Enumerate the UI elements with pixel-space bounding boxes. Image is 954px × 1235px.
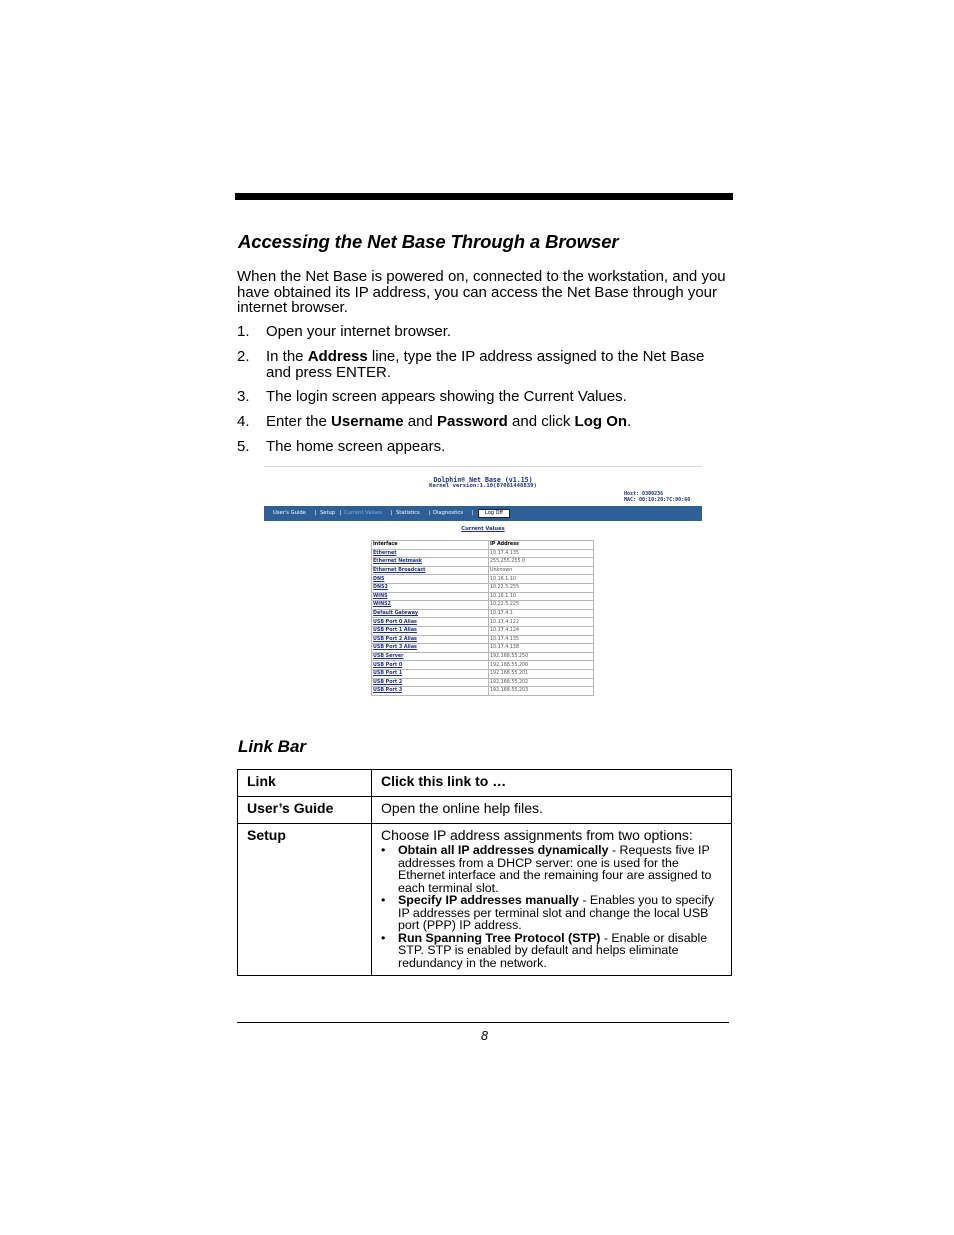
ip-value: 10.16.1.10 [489,592,594,601]
interface-link[interactable]: WINS2 [372,601,489,610]
ip-value: 192.168.55.202 [489,678,594,687]
link-bar-table [237,769,732,976]
netbase-title: Dolphin® Net Base (v1.15) [433,476,533,484]
step-text: The home screen appears. [266,438,446,455]
host-label: Host: 0300236 [624,491,664,497]
ip-value: 10.16.1.10 [489,575,594,584]
top-rule [235,193,733,200]
table-row [372,549,594,558]
interface-link[interactable]: USB Port 2 Alias [372,635,489,644]
table-row [372,661,594,670]
table-row [372,566,594,575]
step-number: 4. [237,413,250,430]
ip-value: 10.17.4.122 [489,618,594,627]
nav-users-guide[interactable]: User's Guide [273,510,306,516]
nav-statistics[interactable]: Statistics [396,510,420,516]
step-3 [237,389,732,405]
step-5 [237,439,732,455]
column-header: Link [238,770,372,797]
browser-screenshot [264,466,702,714]
ip-value: 255.255.255.0 [489,558,594,567]
link-name: Setup [238,824,372,976]
table-row [238,797,732,824]
interface-link[interactable]: USB Port 0 Alias [372,618,489,627]
table-row [372,626,594,635]
table-row [372,669,594,678]
step-number: 1. [237,323,250,340]
table-row [372,635,594,644]
step-number: 5. [237,438,250,455]
list-item: • Run Spanning Tree Protocol (STP) - Enable or disable STP. STP is enabled by default and helps eliminate redundancy in the network. [381,930,708,970]
kernel-version: Kernel version:1.10(07081448839) [429,483,537,489]
interface-link[interactable]: DNS [372,575,489,584]
table-row [372,558,594,567]
ip-value: 10.22.5.225 [489,601,594,610]
interface-link[interactable]: Ethernet Netmask [372,558,489,567]
nav-diagnostics[interactable]: Diagnostics [433,510,464,516]
interface-link[interactable]: USB Port 3 Alias [372,644,489,653]
interface-link[interactable]: USB Port 1 Alias [372,626,489,635]
nav-current-values[interactable]: Current Values [344,510,383,516]
table-row [372,609,594,618]
ip-value: 192.168.55.200 [489,661,594,670]
table-row [372,601,594,610]
interface-link[interactable]: Default Gateway [372,609,489,618]
interface-link[interactable]: USB Port 0 [372,661,489,670]
step-text: Open your internet browser. [266,323,452,340]
page-number: 8 [481,1029,488,1043]
mac-label: MAC: 00:10:20:7C:00:60 [624,497,691,503]
interface-link[interactable]: Ethernet [372,549,489,558]
nav-setup[interactable]: Setup [320,510,336,516]
ip-value: 192.168.55.203 [489,687,594,696]
table-row [372,652,594,661]
table-row [372,687,594,696]
step-number: 2. [237,348,250,365]
intro-paragraph: When the Net Base is powered on, connected to the workstation, and you have obtained its IP address, you can access the Net Base through your internet browser. [237,268,726,316]
interface-link[interactable]: USB Port 1 [372,669,489,678]
log-off-button[interactable]: Log Off [478,509,510,518]
ip-value: Unknown [489,566,594,575]
step-4 [237,414,732,430]
table-header-row [372,541,594,550]
step-number: 3. [237,388,250,405]
table-row [372,575,594,584]
column-header: IP Address [489,541,594,550]
nav-bar: User's Guide | Setup | Current Values | Statistics | Diagnostics | Log Off [264,506,702,521]
column-header: Click this link to … [372,770,732,797]
current-values-table [371,540,594,696]
section-heading: Accessing the Net Base Through a Browser [238,231,619,252]
ip-value: 10.17.4.135 [489,549,594,558]
interface-link[interactable]: DNS2 [372,583,489,592]
table-row [372,678,594,687]
interface-link[interactable]: Ethernet Broadcast [372,566,489,575]
interface-link[interactable]: USB Server [372,652,489,661]
ip-value: 192.168.55.201 [489,669,594,678]
ip-value: 10.17.4.135 [489,635,594,644]
ip-value: 192.168.55.250 [489,652,594,661]
interface-link[interactable]: USB Port 2 [372,678,489,687]
interface-link[interactable]: WINS [372,592,489,601]
ip-value: 10.17.4.1 [489,609,594,618]
link-description: Choose IP address assignments from two options: • Obtain all IP addresses dynamically - Requests five IP addresses from a DHCP server: one is used for the Ethernet interface and the remaining four are assigned to each terminal slot. • Specify IP addresses manually - Enables you to specify IP addresses per terminal slot and change the local USB port (PPP) IP address. • Run Spanning Tree Protocol (STP) - Enable or disable STP. STP is enabled by default and helps eliminate redundancy in the network. [372,824,732,976]
bottom-rule [237,1022,729,1023]
list-item: • Specify IP addresses manually - Enables you to specify IP addresses per terminal slot and change the local USB port (PPP) IP address. [381,893,714,932]
step-text: In the Address line, type the IP address assigned to the Net Base and press ENTER. [266,348,705,381]
table-row [372,618,594,627]
link-bar-heading: Link Bar [238,737,307,756]
column-header: Interface [372,541,489,550]
ip-value: 10.17.4.138 [489,644,594,653]
current-values-link[interactable]: Current Values [461,526,505,532]
ip-value: 10.17.4.124 [489,626,594,635]
step-2 [237,349,732,380]
table-header-row [238,770,732,797]
link-name: User’s Guide [238,797,372,824]
table-row [372,592,594,601]
table-row [372,644,594,653]
step-text: Enter the Username and Password and click Log On. [266,413,632,430]
ip-value: 10.22.5.255 [489,583,594,592]
table-row [372,583,594,592]
list-item: • Obtain all IP addresses dynamically - Requests five IP addresses from a DHCP server: one is used for the Ethernet interface and the remaining four are assigned to each terminal slot. [381,843,712,895]
step-1 [237,324,732,340]
table-row [238,824,732,976]
interface-link[interactable]: USB Port 3 [372,687,489,696]
setup-options-list [381,844,723,969]
step-text: The login screen appears showing the Current Values. [266,388,627,405]
link-description: Open the online help files. [372,797,732,824]
